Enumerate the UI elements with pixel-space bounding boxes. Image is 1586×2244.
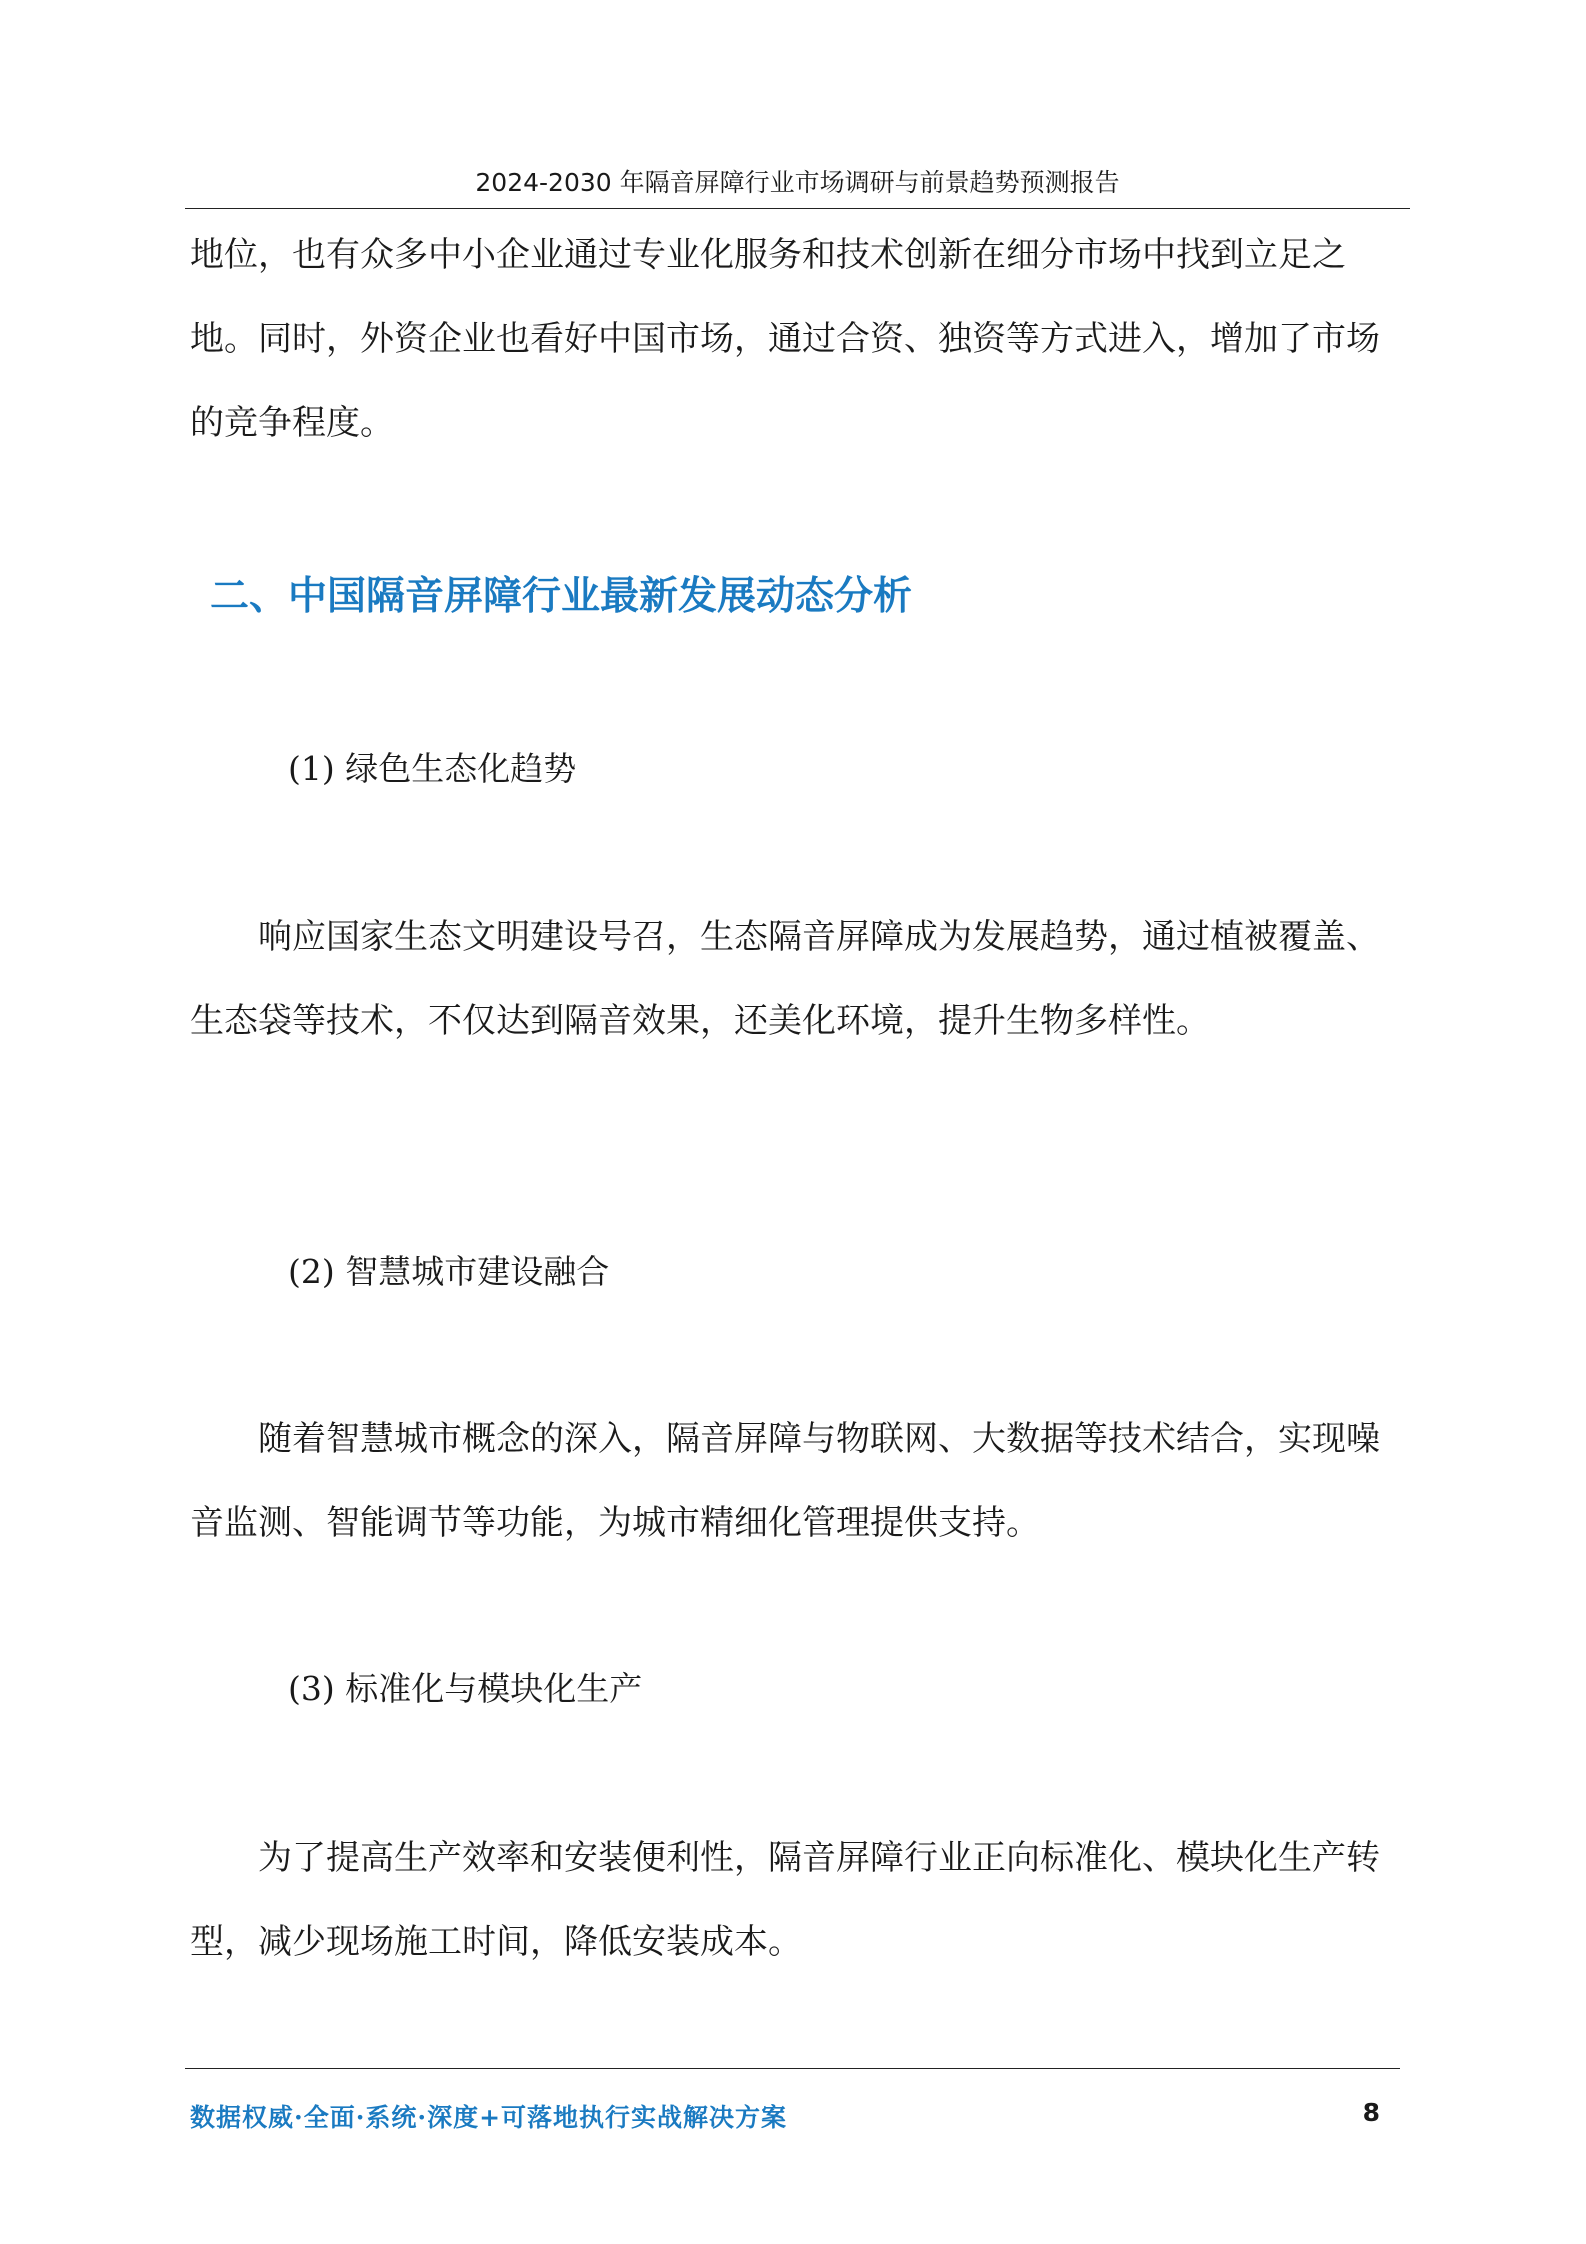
paragraph-text: 随着智慧城市概念的深入，隔音屏障与物联网、大数据等技术结合，实现噪音监测、智能调节等功能，为城市精细化管理提供支持。: [190, 1419, 1380, 1543]
subheading-green-ecology: (1) 绿色生态化趋势: [288, 749, 577, 788]
section-heading: 二、中国隔音屏障行业最新发展动态分析: [210, 574, 913, 619]
footer-slogan: 数据权威·全面·系统·深度+可落地执行实战解决方案: [190, 2103, 788, 2132]
intro-paragraph: 地位，也有众多中小企业通过专业化服务和技术创新在细分市场中找到立足之地。同时，外资企业也看好中国市场，通过合资、独资等方式进入，增加了市场的竞争程度。: [190, 235, 1380, 443]
paragraph-text: 为了提高生产效率和安装便利性，隔音屏障行业正向标准化、模块化生产转型，减少现场施工时间，降低安装成本。: [190, 1838, 1380, 1962]
paragraph-green-ecology: [190, 895, 1402, 1063]
paragraph-standardization: [190, 1816, 1402, 1984]
paragraph-text: 响应国家生态文明建设号召，生态隔音屏障成为发展趋势，通过植被覆盖、生态袋等技术，不仅达到隔音效果，还美化环境，提升生物多样性。: [190, 917, 1380, 1041]
footer-divider: [185, 2068, 1400, 2069]
subheading-standardization: (3) 标准化与模块化生产: [288, 1669, 643, 1708]
subheading-smart-city: (2) 智慧城市建设融合: [288, 1252, 610, 1291]
page-number: 8: [1362, 2098, 1380, 2127]
paragraph-smart-city: [190, 1397, 1402, 1565]
header-divider: [185, 208, 1410, 209]
report-title: 2024-2030 年隔音屏障行业市场调研与前景趋势预测报告: [475, 168, 1120, 197]
